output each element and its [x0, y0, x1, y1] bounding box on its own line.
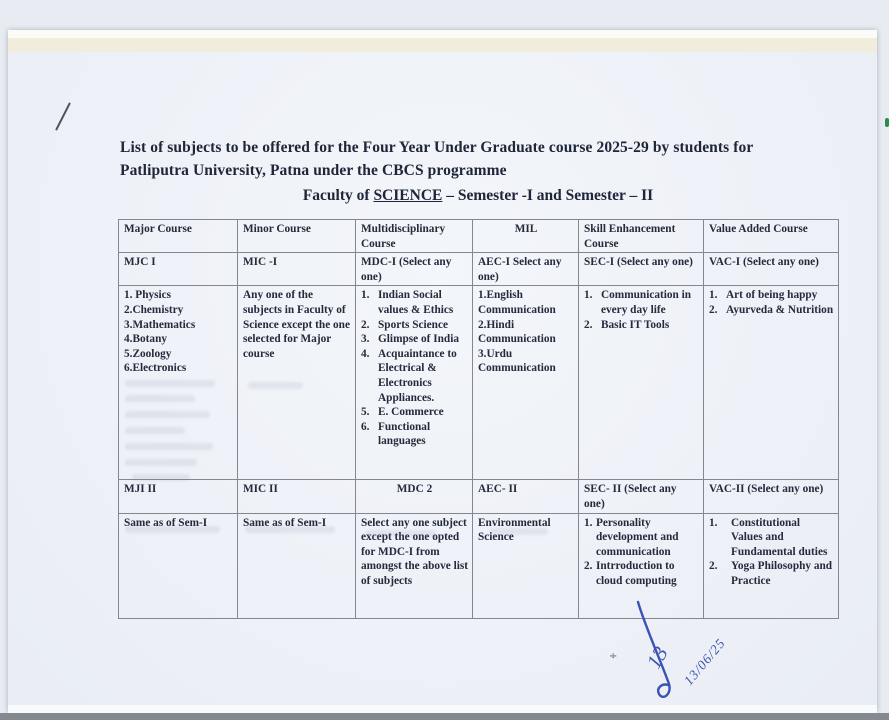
list-item — [584, 516, 699, 560]
item-number: 4. — [361, 347, 370, 360]
item-text: Indian Social values & Ethics — [378, 289, 454, 316]
list-item — [584, 288, 699, 317]
item-text: Yoga Philosophy and Practice — [731, 560, 833, 587]
header-skill-enhancement-course: Skill Enhancement Course — [579, 220, 704, 253]
code-vac-2: VAC-II (Select any one) — [704, 480, 839, 513]
list-item: 1.English Communication — [478, 289, 556, 316]
list-item: 2.Chemistry — [124, 303, 184, 316]
list-item — [584, 559, 699, 588]
signature-date: 13/06/25 — [680, 635, 729, 688]
item-text: Constitutional Values and Fundamental duties — [731, 516, 828, 558]
page-bottom-edge — [8, 705, 877, 713]
item-text: Personality development and communication — [596, 516, 679, 558]
item-number: 2. — [709, 303, 718, 316]
bleed-through-artifact — [132, 474, 190, 481]
item-number: 1. — [584, 289, 593, 302]
cell-sem1-mdc-options — [356, 286, 473, 480]
list-item — [361, 405, 468, 420]
bleed-through-artifact — [248, 382, 303, 389]
cell-sem1-sec-options — [579, 286, 704, 480]
item-number: 2. — [584, 318, 593, 331]
bleed-through-artifact — [125, 459, 197, 466]
sem2-code-row — [119, 480, 839, 513]
bleed-through-artifact — [125, 443, 213, 450]
bleed-through-artifact — [125, 526, 220, 533]
faculty-name: SCIENCE — [373, 187, 443, 204]
item-text: Intrroduction to cloud computing — [596, 560, 677, 587]
bleed-through-artifact — [125, 427, 185, 434]
bleed-through-artifact — [245, 526, 335, 533]
item-number: 1. — [361, 289, 370, 302]
item-text: Sports Science — [378, 318, 448, 331]
item-text: Functional languages — [378, 420, 431, 448]
header-multidisciplinary-course: Multidisciplinary Course — [356, 220, 473, 253]
scan-background-edge — [0, 713, 889, 720]
table-header-row — [119, 220, 839, 253]
sem1-content-row — [119, 286, 839, 480]
faculty-heading — [120, 187, 836, 205]
code-sec-2: SEC- II (Select any one) — [579, 480, 704, 513]
code-mic-2: MIC II — [238, 480, 356, 513]
item-text: Basic IT Tools — [601, 318, 670, 331]
faculty-prefix: Faculty of — [302, 187, 374, 204]
item-number: 5. — [361, 406, 370, 419]
semester-suffix: – Semester -I and Semester – II — [442, 187, 654, 204]
note-text: Same as of Sem-I — [124, 516, 208, 529]
item-number: 1. — [709, 516, 718, 529]
list-item — [584, 318, 699, 333]
list-item — [709, 288, 834, 303]
cell-sem2-mdc-note — [356, 513, 473, 618]
list-item — [709, 303, 834, 318]
list-item: 2.Hindi Communication — [478, 318, 556, 346]
list-item — [361, 288, 468, 317]
subjects-table — [118, 219, 839, 619]
item-text: E. Commerce — [378, 406, 444, 419]
bleed-through-artifact — [125, 395, 195, 402]
code-aec-2: AEC- II — [473, 480, 579, 513]
document-title — [120, 137, 836, 182]
list-item — [709, 516, 834, 560]
list-item: 3.Mathematics — [124, 318, 196, 331]
code-aec-1: AEC-I Select any one) — [473, 253, 579, 286]
stray-ink-mark: ÷ — [609, 651, 618, 662]
list-item — [361, 332, 468, 347]
list-item — [709, 559, 834, 588]
pen-mark — [55, 102, 71, 131]
list-item: 6.Electronics — [124, 362, 187, 375]
title-line-1: List of subjects to be offered for the Four Year Under Graduate course 2025-29 by students for — [120, 139, 754, 156]
bleed-through-artifact — [490, 528, 548, 535]
item-text: Acquaintance to Electrical & Electronics Appliances. — [378, 347, 457, 404]
bleed-through-artifact — [366, 530, 436, 537]
list-item — [361, 420, 468, 449]
code-sec-1: SEC-I (Select any one) — [579, 253, 704, 286]
code-mji-2: MJI II — [119, 480, 238, 513]
note-text: Select any one subject except the one opted for MDC-I from amongst the above list of subjects — [361, 516, 469, 587]
item-number: 1. — [709, 289, 718, 302]
header-major-course: Major Course — [119, 220, 238, 253]
item-number: 1. — [584, 516, 593, 529]
item-text: Glimpse of India — [378, 333, 459, 346]
item-number: 2. — [709, 560, 718, 573]
header-value-added-course: Value Added Course — [704, 220, 839, 253]
sem1-code-row — [119, 253, 839, 286]
list-item — [361, 347, 468, 405]
code-mic-1: MIC -I — [238, 253, 356, 286]
signature-initials: 13 — [641, 642, 673, 673]
page-top-edge — [8, 30, 877, 38]
item-text: Art of being happy — [726, 289, 818, 302]
list-item — [361, 318, 468, 333]
list-item: 5.Zoology — [124, 347, 172, 360]
code-mdc-2: MDC 2 — [356, 480, 473, 513]
item-text: Ayurveda & Nutrition — [726, 303, 834, 316]
cell-sem1-mil-options — [473, 286, 579, 480]
handwritten-signature — [612, 598, 792, 716]
document-page — [8, 30, 877, 713]
note-text: Any one of the subjects in Faculty of Science except the one selected for Major course — [243, 289, 350, 360]
cell-sem1-vac-options — [704, 286, 839, 480]
list-item: 4.Botany — [124, 333, 167, 346]
code-vac-1: VAC-I (Select any one) — [704, 253, 839, 286]
header-minor-course: Minor Course — [238, 220, 356, 253]
item-number: 6. — [361, 420, 370, 433]
list-item: 3.Urdu Communication — [478, 347, 556, 375]
edge-artifact — [885, 118, 889, 127]
item-text: Communication in every day life — [601, 289, 692, 316]
bleed-through-artifact — [125, 380, 215, 387]
code-mjc-1: MJC I — [119, 253, 238, 286]
item-number: 2. — [361, 318, 370, 331]
bleed-through-artifact — [125, 411, 210, 418]
title-line-2: Patliputra University, Patna under the CBCS programme — [120, 161, 507, 179]
item-number: 2. — [584, 560, 593, 573]
note-text: Same as of Sem-I — [243, 516, 327, 529]
item-number: 3. — [361, 333, 370, 346]
header-mil: MIL — [473, 220, 579, 253]
list-item: 1. Physics — [124, 289, 172, 302]
page-top-crease — [8, 38, 877, 52]
note-text: Environmental Science — [478, 516, 551, 544]
code-mdc-1: MDC-I (Select any one) — [356, 253, 473, 286]
